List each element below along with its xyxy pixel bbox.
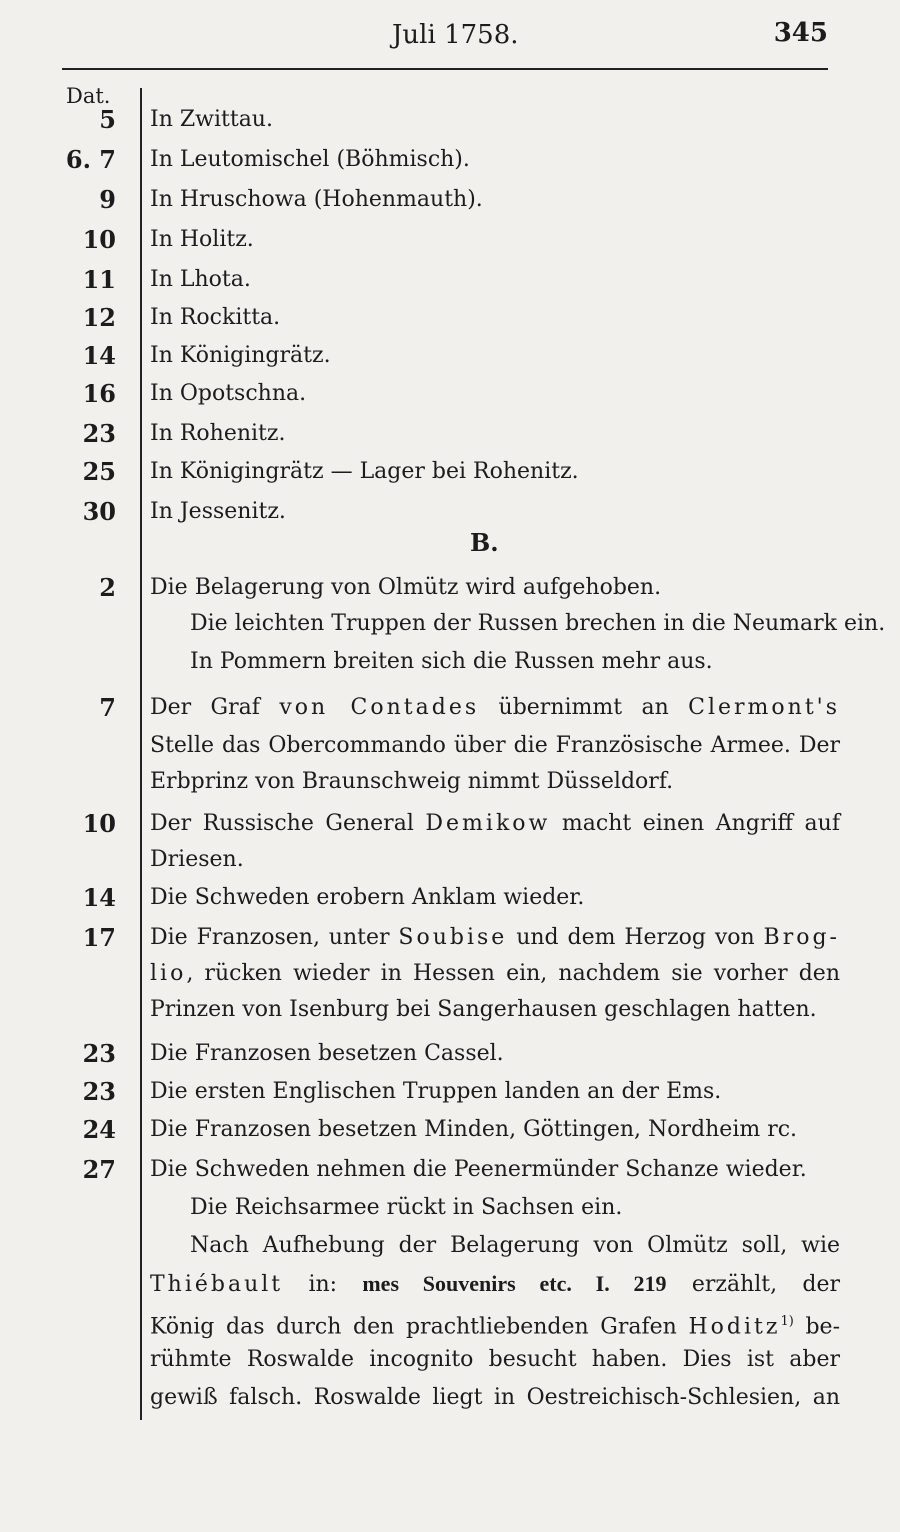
entry-text: In Holitz. [150,227,254,252]
list-item [0,1074,900,1110]
entry-text [150,920,840,956]
spaced-name: Thiébault [150,1272,284,1297]
date-column-label: Dat. [66,84,111,108]
list-item [0,142,900,178]
entry-text: In Opotschna. [150,381,307,406]
paragraph-line [0,1380,900,1416]
list-item [0,102,900,138]
entry-date: 6. 7 [65,145,116,174]
paragraph-line [0,1266,900,1302]
list-item [0,222,900,258]
section-heading: B. [470,528,499,557]
list-item [0,606,900,642]
entry-text: In Jessenitz. [150,499,286,524]
entry-text: In Hruschowa (Hohenmauth). [150,187,483,212]
list-item [0,1190,900,1226]
entry-text: Die leichten Truppen der Russen brechen in die Neumark ein. [190,611,886,636]
entry-text: In Rockitta. [150,305,281,330]
header-rule [62,68,828,70]
footnote-marker: 1) [780,1314,794,1329]
entry-text: In Pommern breiten sich die Russen mehr aus. [190,649,713,674]
spaced-name: lio [150,961,187,986]
entry-text: Driesen. [150,847,244,872]
spaced-name: Brog- [763,925,840,950]
entry-text [150,806,840,842]
entry-text: Die ersten Englischen Truppen landen an der Ems. [150,1079,722,1104]
list-item [0,644,900,680]
entry-text: Die Schweden erobern Anklam wieder. [150,885,585,910]
list-item [0,728,900,764]
entry-date: 23 [82,419,116,448]
entry-date: 10 [82,225,116,254]
entry-text: In Leutomischel (Böhmisch). [150,147,470,172]
entry-date: 16 [82,379,116,408]
page-number: 345 [773,18,828,48]
spaced-name: Clermont's [688,695,841,720]
list-item [0,182,900,218]
entry-text: rühmte Roswalde incognito besucht haben. Dies ist aber [150,1347,840,1372]
text-run: übernimmt an [479,695,689,720]
list-item [0,842,900,878]
running-title: Juli 1758. [392,20,519,50]
list-item [0,1036,900,1072]
list-item [0,764,900,800]
list-item [0,570,900,606]
list-item [0,376,900,412]
entry-text [150,690,840,726]
entry-text: gewiß falsch. Roswalde liegt in Oestreichisch-Schlesien, an [150,1385,840,1410]
entry-date: 10 [82,809,116,838]
text-run: erzählt, der [666,1272,841,1297]
text-run: König das durch den prachtliebenden Grafen [150,1314,689,1340]
entry-text [150,1304,840,1345]
entry-text [150,1266,840,1303]
entry-text: In Rohenitz. [150,421,286,446]
entry-date: 7 [99,693,116,722]
entry-date: 23 [82,1077,116,1106]
entry-date: 11 [82,265,116,294]
list-item [0,262,900,298]
entry-date: 23 [82,1039,116,1068]
text-run: , rücken wieder in Hessen ein, nachdem sie vorher den [186,961,840,986]
entry-text: In Königingrätz — Lager bei Rohenitz. [150,459,579,484]
paragraph-line [0,1304,900,1340]
list-item [0,494,900,530]
text-run: Der Russische General [150,811,426,836]
text-run: Die Franzosen, unter [150,925,399,950]
text-run: macht einen Angriff auf [550,811,840,836]
entry-date: 17 [82,923,116,952]
spaced-name: Demikow [425,811,551,836]
paragraph-line [0,1228,900,1264]
entry-date: 24 [82,1115,116,1144]
text-run: in: [283,1272,363,1297]
entry-date: 5 [99,105,116,134]
text-run: Der Graf [150,695,280,720]
entry-text [150,956,840,992]
entry-date: 14 [82,341,116,370]
spaced-name: Soubise [398,925,508,950]
list-item [0,416,900,452]
paragraph-line [0,1342,900,1378]
entry-text: Die Reichsarmee rückt in Sachsen ein. [190,1195,623,1220]
list-item [0,920,900,956]
entry-text: Die Franzosen besetzen Cassel. [150,1041,504,1066]
entry-date: 25 [82,457,116,486]
entry-date: 2 [99,573,116,602]
text-run: und dem Herzog von [507,925,764,950]
list-item [0,1152,900,1188]
entry-text: Die Franzosen besetzen Minden, Göttingen, Nordheim rc. [150,1117,798,1142]
spaced-name: Hoditz [688,1314,781,1340]
list-item [0,992,900,1028]
spaced-name: von Contades [279,695,480,720]
list-item [0,690,900,726]
citation: mes Souvenirs etc. I. 219 [362,1271,667,1296]
list-item [0,880,900,916]
entry-text: Stelle das Obercommando über die Französische Armee. Der [150,733,840,758]
entry-text: Nach Aufhebung der Belagerung von Olmütz soll, wie [190,1233,840,1258]
entry-text: Die Schweden nehmen die Peenermünder Schanze wieder. [150,1157,807,1182]
list-item [0,806,900,842]
list-item [0,956,900,992]
list-item [0,338,900,374]
entry-text: In Lhota. [150,267,251,292]
entry-text: Prinzen von Isenburg bei Sangerhausen geschlagen hatten. [150,997,817,1022]
entry-date: 14 [82,883,116,912]
list-item [0,300,900,336]
entry-date: 30 [82,497,116,526]
entry-text: In Königingrätz. [150,343,331,368]
entry-date: 9 [99,185,116,214]
entry-text: In Zwittau. [150,107,273,132]
text-run: be- [793,1314,841,1340]
list-item [0,454,900,490]
entry-date: 27 [82,1155,116,1184]
entry-text: Die Belagerung von Olmütz wird aufgehoben. [150,575,662,600]
list-item [0,1112,900,1148]
entry-date: 12 [82,303,116,332]
entry-text: Erbprinz von Braunschweig nimmt Düsseldorf. [150,769,674,794]
